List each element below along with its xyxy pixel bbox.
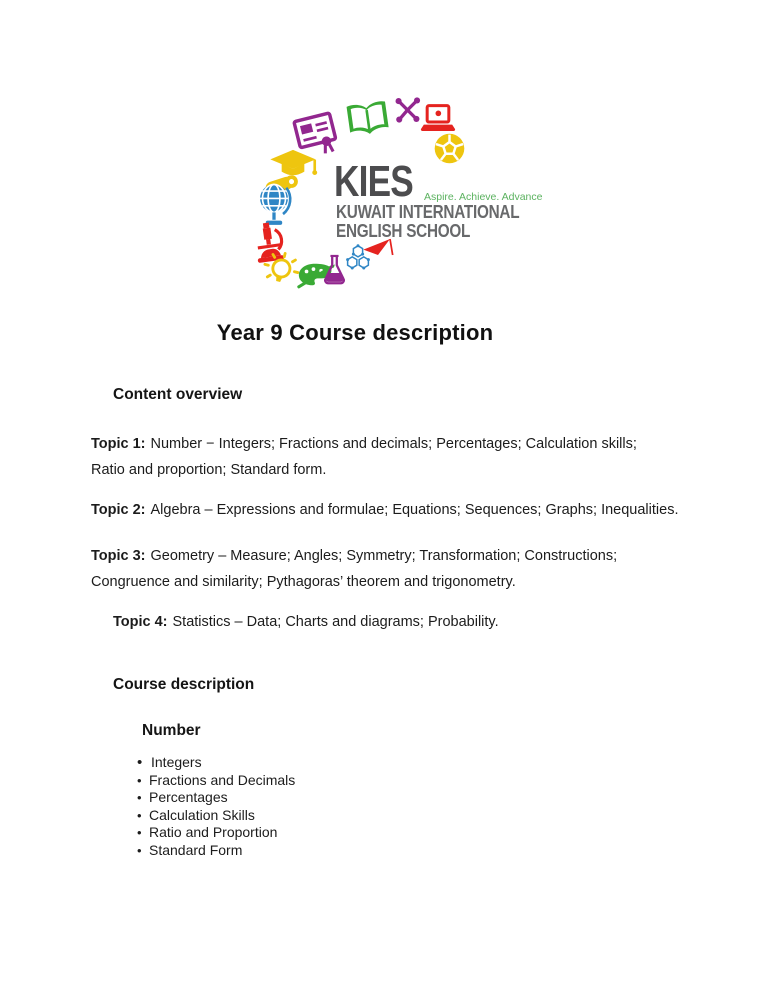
bullet-text: Standard Form [149, 841, 243, 858]
bullet-item-percentages [137, 789, 295, 807]
kies-logo [234, 88, 543, 293]
bullet-marker: • [137, 772, 142, 788]
bullet-text: Integers [151, 754, 202, 770]
topic-4 [113, 609, 499, 635]
topic-2-line1: Algebra – Expressions and formulae; Equations; Sequences; Graphs; Inequalities. [150, 501, 679, 518]
topic-1-line1: Number − Integers; Fractions and decimals; Percentages; Calculation skills; [150, 435, 637, 452]
topic-3-label: Topic 3: [91, 547, 146, 564]
content-overview-heading: Content overview [113, 386, 243, 403]
bullet-text: Ratio and Proportion [149, 824, 278, 840]
bullet-text: Fractions and Decimals [149, 771, 296, 788]
topic-3-line1: Geometry – Measure; Angles; Symmetry; Transformation; Constructions; [150, 547, 618, 564]
bullet-marker: • [137, 807, 142, 823]
topic-2-label: Topic 2: [91, 501, 146, 518]
topic-4-label: Topic 4: [113, 613, 168, 630]
bullet-marker: • [137, 842, 142, 858]
topic-1-label: Topic 1: [91, 435, 146, 452]
topic-2 [91, 497, 678, 523]
kies-wordmark: KIES [334, 157, 413, 206]
bullet-marker: • [137, 825, 142, 840]
course-description-heading: Course description [113, 676, 255, 693]
number-heading: Number [142, 722, 201, 739]
topic-4-line1: Statistics – Data; Charts and diagrams; Probability. [172, 613, 499, 630]
topic-1 [91, 431, 637, 483]
football-icon [431, 130, 468, 167]
bullet-marker: • [137, 754, 143, 771]
page-title: Year 9 Course description [216, 320, 494, 345]
bullet-item-standard-form [137, 842, 295, 860]
bullet-item-calculation-skills [137, 807, 295, 825]
bullet-text: Calculation Skills [149, 806, 255, 823]
bullet-marker: • [137, 790, 142, 805]
bullet-item-integers [137, 754, 295, 772]
bullet-item-ratio-proportion [137, 824, 295, 842]
school-name-line1: KUWAIT INTERNATIONAL [336, 202, 520, 222]
bullet-text: Percentages [149, 789, 228, 805]
topic-3 [91, 543, 617, 595]
school-name-line2: ENGLISH SCHOOL [336, 221, 471, 241]
topic-3-line2: Congruence and similarity; Pythagoras’ theorem and trigonometry. [91, 573, 516, 590]
open-book-icon [341, 97, 394, 143]
topic-1-line2: Ratio and proportion; Standard form. [91, 461, 327, 478]
laptop-icon [417, 103, 459, 133]
kies-tagline: Aspire. Achieve. Advance [424, 191, 543, 203]
number-bullet-list [137, 754, 295, 859]
bullet-item-fractions-decimals [137, 772, 295, 790]
